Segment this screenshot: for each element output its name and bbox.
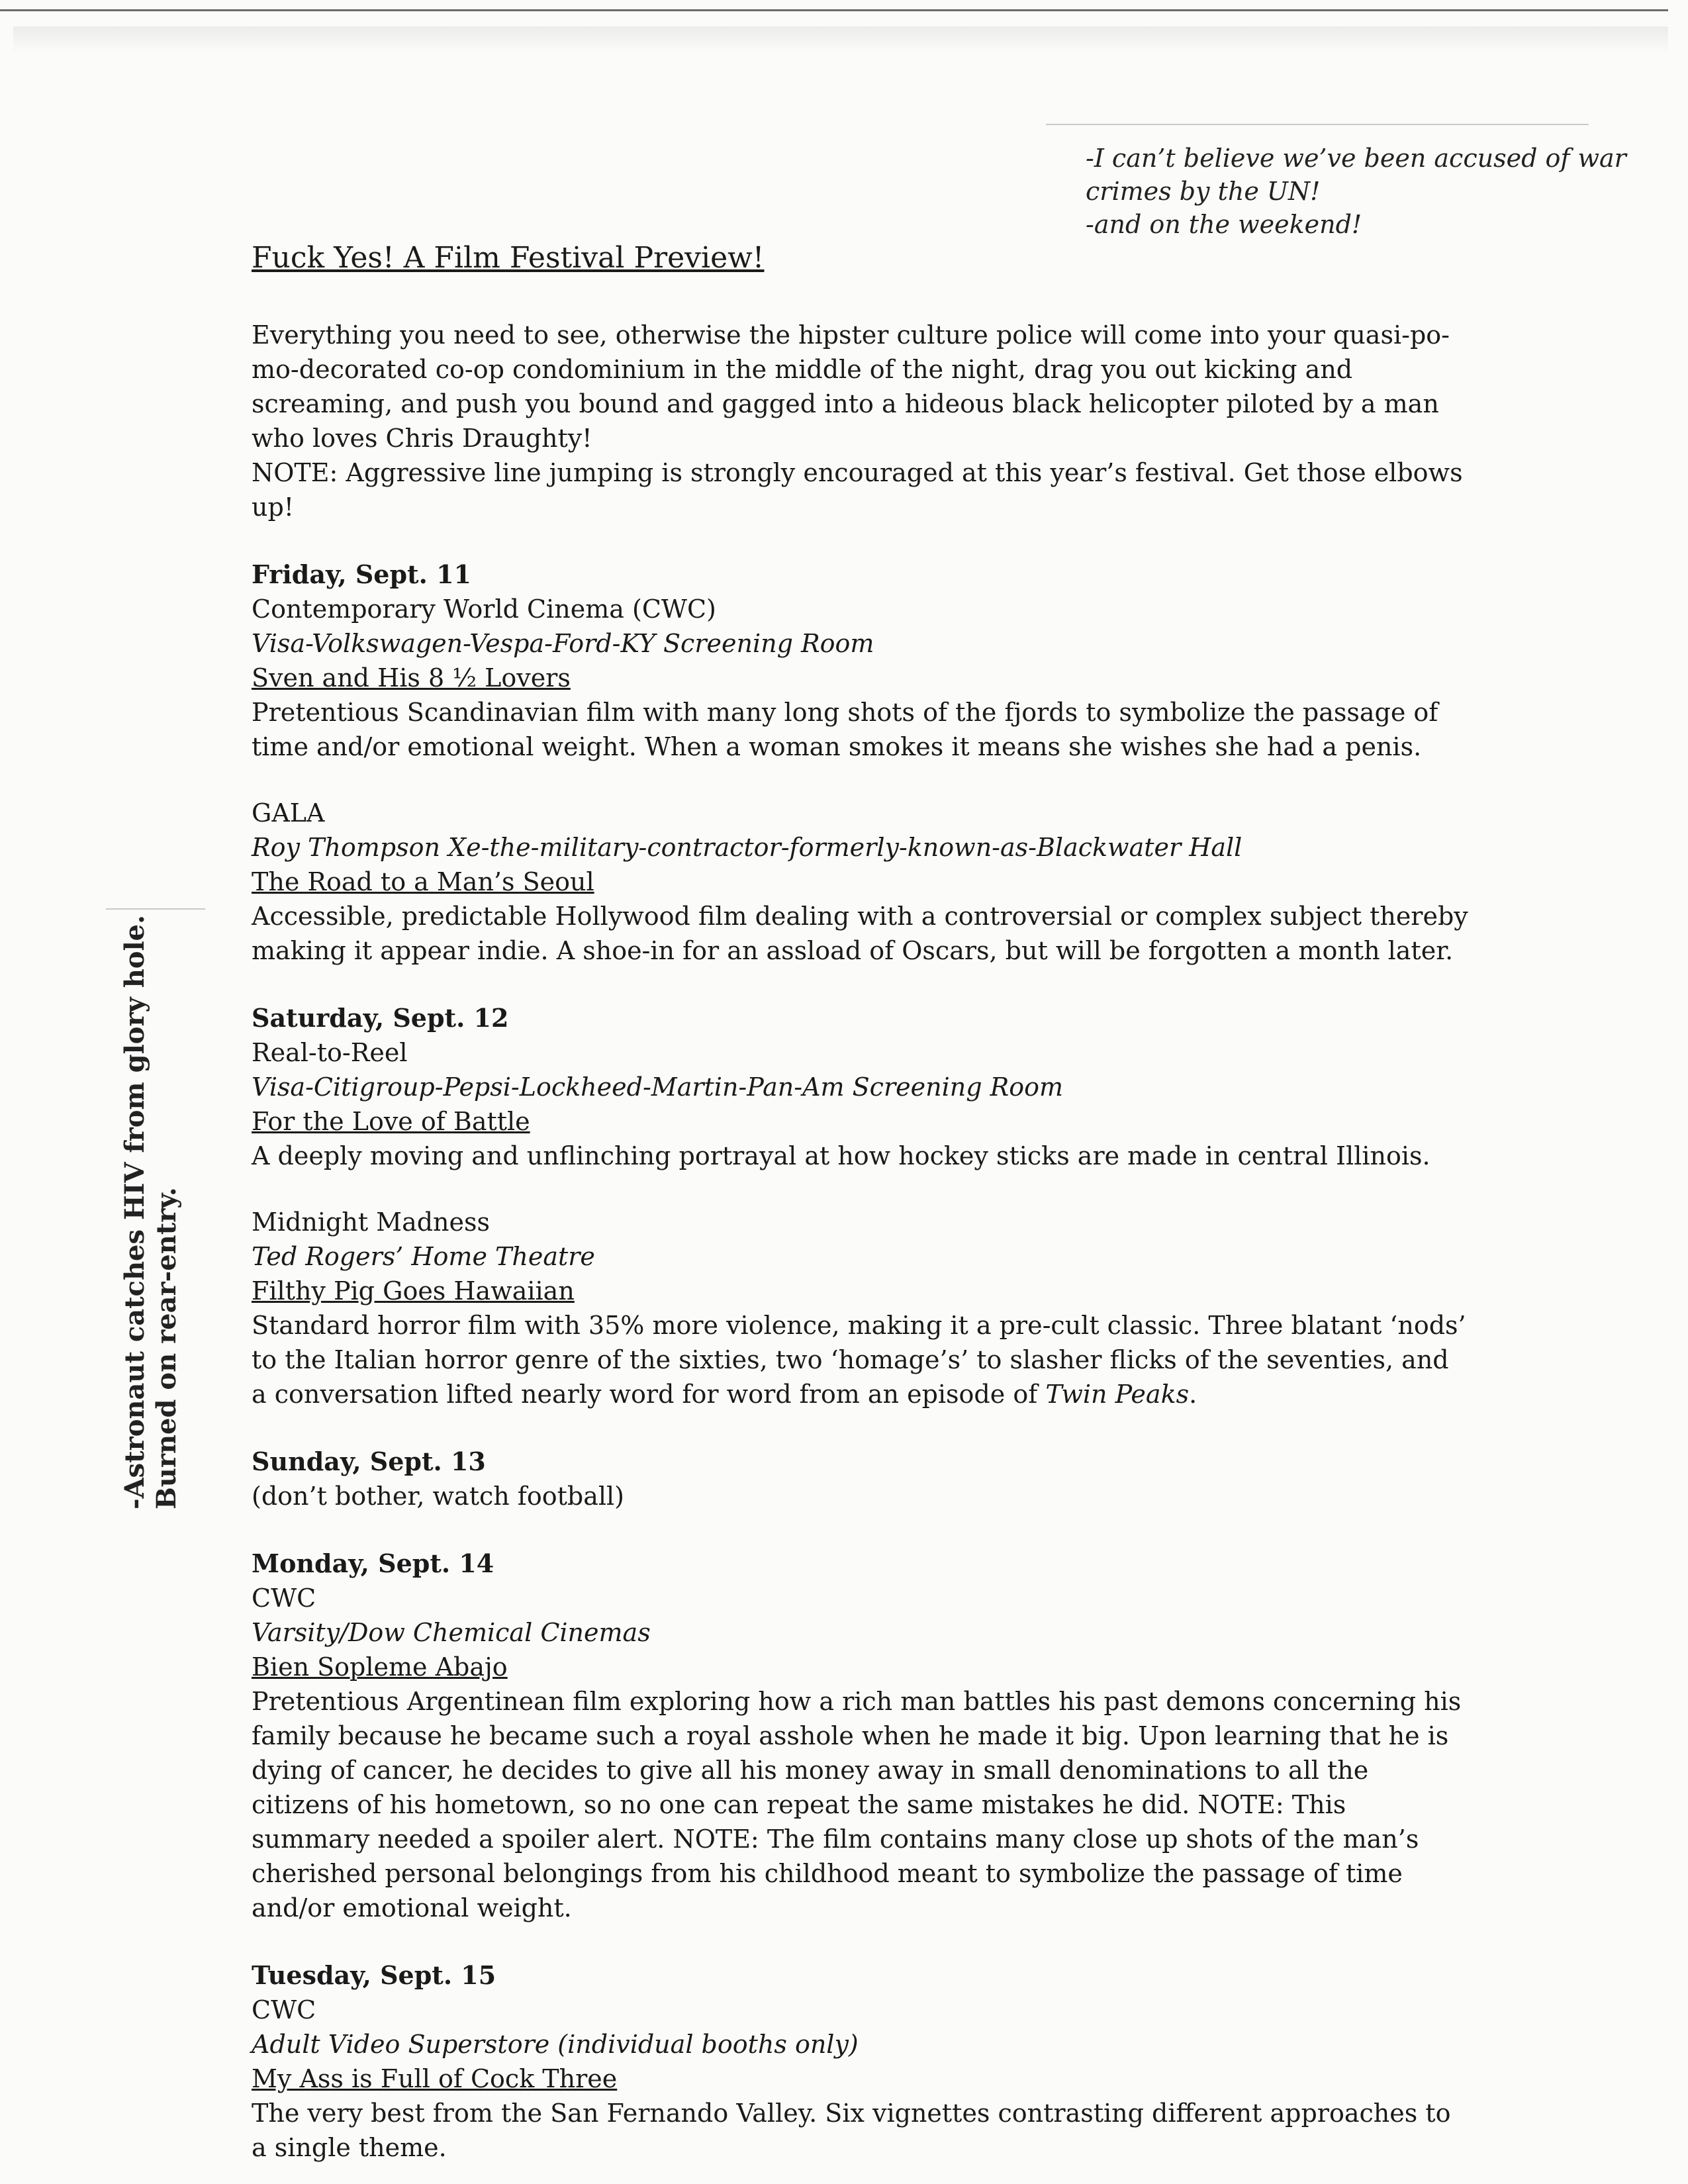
program-name: CWC (252, 1584, 316, 1613)
side-note-line: -Astronaut catches HIV from glory hole. (119, 914, 150, 1509)
scan-edge-line (0, 9, 1668, 11)
intro-note: NOTE: Aggressive line jumping is strongly encouraged at this year’s festival. Get those elbows up! (252, 458, 1463, 522)
description-end: . (1189, 1380, 1197, 1409)
description-text: Standard horror film with 35% more violence, making it a pre-cult classic. Three blatant ‘nods’ to the Italian horror genre of the sixties, two ‘homage’s’ to slasher flicks of the seventies, and a conversation lifted nearly word for word from an episode of (252, 1311, 1466, 1409)
scan-shadow (13, 26, 1668, 53)
article-title: Fuck Yes! A Film Festival Preview! (252, 241, 765, 275)
film-title: Filthy Pig Goes Hawaiian (252, 1276, 575, 1306)
venue-name: Varsity/Dow Chemical Cinemas (252, 1618, 651, 1647)
day-heading: Saturday, Sept. 12 (252, 1003, 509, 1033)
program-name: GALA (252, 798, 325, 828)
day-note: (don’t bother, watch football) (252, 1482, 625, 1511)
film-description: Pretentious Argentinean film exploring how a rich man battles his past demons concerning his family because he became such a royal asshole when he made it big. Upon learning that he is dying of cancer, he decides to give all his money away in small denominations to all the citizens of his hometown, so no one can repeat the same mistakes he did. NOTE: This summary needed a spoiler alert. NOTE: The film contains many close up shots of the man’s cherished personal belongings from his childhood meant to symbolize the passage of time and/or emotional weight. (252, 1687, 1462, 1923)
margin-quote-line: crimes by the UN! (1086, 177, 1321, 206)
day-heading: Monday, Sept. 14 (252, 1548, 494, 1578)
article (252, 238, 1470, 2165)
margin-rule-top (1046, 124, 1589, 125)
film-title: Bien Sopleme Abajo (252, 1652, 508, 1682)
venue-name: Ted Rogers’ Home Theatre (252, 1242, 595, 1271)
film-entry (252, 1205, 1470, 1411)
film-entry (252, 796, 1470, 968)
margin-quote (1086, 142, 1626, 241)
day-heading: Tuesday, Sept. 15 (252, 1960, 496, 1990)
intro-paragraph: Everything you need to see, otherwise the hipster culture police will come into your quasi-po-mo-decorated co-op condominium in the middle of the night, drag you out kicking and screaming, and push you bound and gagged into a hideous black helicopter piloted by a man who loves Chris Draughty! (252, 320, 1450, 453)
day-heading: Friday, Sept. 11 (252, 559, 471, 589)
film-description (252, 1308, 1470, 1411)
film-title: For the Love of Battle (252, 1107, 530, 1136)
film-title: The Road to a Man’s Seoul (252, 867, 594, 896)
film-entry (252, 1581, 1470, 1925)
show-title-italic: Twin Peaks (1045, 1380, 1190, 1409)
film-entry (252, 1993, 1470, 2165)
film-entry (252, 1035, 1470, 1173)
margin-rule-left (106, 908, 205, 910)
venue-name: Visa-Citigroup-Pepsi-Lockheed-Martin-Pan-Am Screening Room (252, 1072, 1064, 1102)
program-name: Contemporary World Cinema (CWC) (252, 594, 716, 624)
film-description: Pretentious Scandinavian film with many long shots of the fjords to symbolize the passage of time and/or emotional weight. When a woman smokes it means she wishes she had a penis. (252, 698, 1438, 761)
program-name: Midnight Madness (252, 1208, 491, 1237)
venue-name: Roy Thompson Xe-the-military-contractor-formerly-known-as-Blackwater Hall (252, 833, 1243, 862)
film-description: A deeply moving and unflinching portrayal at how hockey sticks are made in central Illinois. (252, 1141, 1430, 1170)
intro (252, 318, 1470, 524)
venue-name: Adult Video Superstore (individual booths only) (252, 2030, 859, 2059)
film-description: Accessible, predictable Hollywood film dealing with a controversial or complex subject thereby making it appear indie. A shoe-in for an assload of Oscars, but will be forgotten a month later. (252, 902, 1468, 965)
margin-quote-line: -and on the weekend! (1086, 210, 1362, 239)
side-note-rotated (119, 915, 183, 1509)
film-title: Sven and His 8 ½ Lovers (252, 663, 571, 692)
film-entry (252, 592, 1470, 764)
program-name: Real-to-Reel (252, 1038, 408, 1067)
film-description: The very best from the San Fernando Valley. Six vignettes contrasting different approaches to a single theme. (252, 2099, 1451, 2162)
film-title: My Ass is Full of Cock Three (252, 2064, 618, 2093)
margin-quote-line: -I can’t believe we’ve been accused of war (1086, 144, 1626, 173)
side-note-line: Burned on rear-entry. (151, 1187, 182, 1509)
venue-name: Visa-Volkswagen-Vespa-Ford-KY Screening Room (252, 629, 874, 658)
day-heading: Sunday, Sept. 13 (252, 1447, 486, 1476)
program-name: CWC (252, 1995, 316, 2024)
